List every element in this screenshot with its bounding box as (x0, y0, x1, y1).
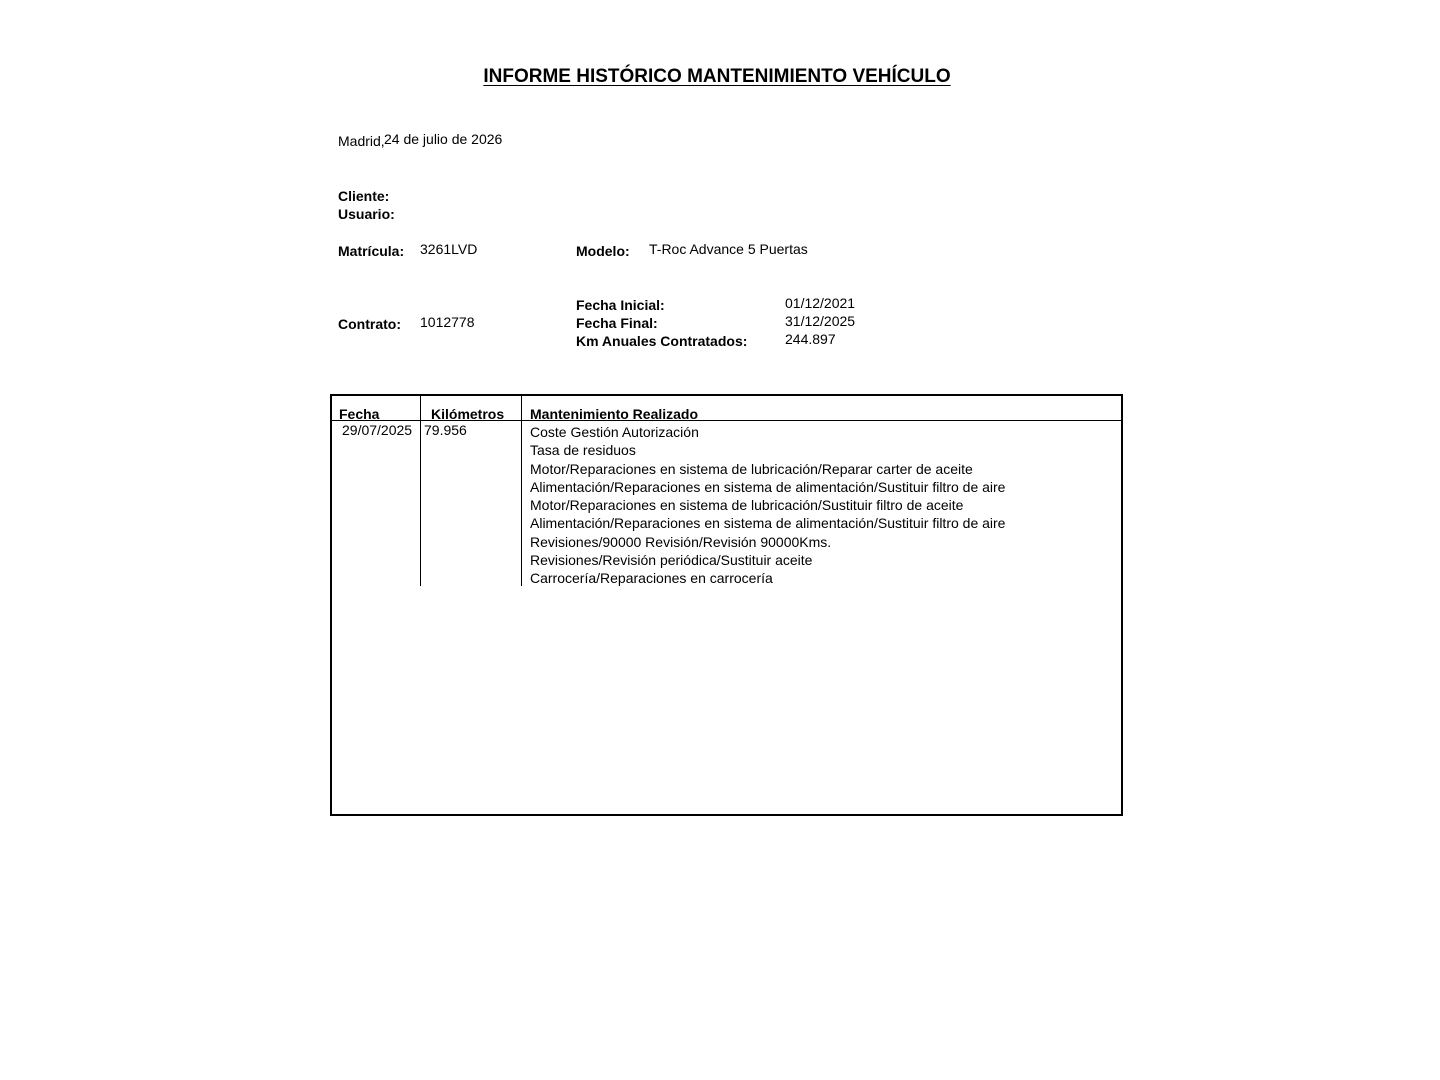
maintenance-item: Alimentación/Reparaciones en sistema de alimentación/Sustituir filtro de aire (530, 515, 1006, 532)
km-anuales-label: Km Anuales Contratados: (576, 333, 748, 349)
maintenance-table (330, 394, 1123, 816)
cliente-label: Cliente: (338, 188, 390, 204)
matricula-label: Matrícula: (338, 243, 405, 259)
usuario-label: Usuario: (338, 206, 395, 222)
fecha-final-label: Fecha Final: (576, 315, 658, 331)
row-fecha: 29/07/2025 (342, 422, 413, 438)
maintenance-item: Tasa de residuos (530, 442, 636, 459)
report-title: INFORME HISTÓRICO MANTENIMIENTO VEHÍCULO (483, 66, 951, 87)
km-anuales-value: 244.897 (785, 331, 836, 347)
fecha-inicial-value: 01/12/2021 (785, 295, 856, 311)
column-divider-fecha (420, 396, 421, 586)
header-fecha: Fecha (339, 406, 380, 422)
modelo-label: Modelo: (576, 243, 630, 259)
maintenance-item: Motor/Reparaciones en sistema de lubricación/Reparar carter de aceite (530, 460, 973, 477)
modelo-value: T-Roc Advance 5 Puertas (649, 241, 808, 257)
contrato-value: 1012778 (420, 314, 475, 330)
fecha-final-value: 31/12/2025 (785, 313, 856, 329)
header-kilometros: Kilómetros (431, 406, 505, 422)
maintenance-item: Revisiones/90000 Revisión/Revisión 90000Kms. (530, 533, 832, 550)
contrato-label: Contrato: (338, 316, 401, 332)
matricula-value: 3261LVD (420, 241, 478, 257)
fecha-inicial-label: Fecha Inicial: (576, 297, 665, 313)
column-divider-km (521, 396, 522, 586)
header-mantenimiento: Mantenimiento Realizado (530, 406, 699, 422)
maintenance-items-list (530, 423, 1005, 587)
maintenance-item: Revisiones/Revisión periódica/Sustituir aceite (530, 551, 813, 568)
maintenance-item: Motor/Reparaciones en sistema de lubricación/Sustituir filtro de aceite (530, 497, 964, 513)
maintenance-item: Carrocería/Reparaciones en carrocería (530, 570, 773, 586)
report-place: Madrid, (338, 133, 385, 149)
report-date: 24 de julio de 2026 (384, 131, 503, 147)
maintenance-item: Coste Gestión Autorización (530, 424, 699, 440)
row-kilometros: 79.956 (424, 422, 467, 438)
maintenance-item: Alimentación/Reparaciones en sistema de alimentación/Sustituir filtro de aire (530, 478, 1006, 495)
